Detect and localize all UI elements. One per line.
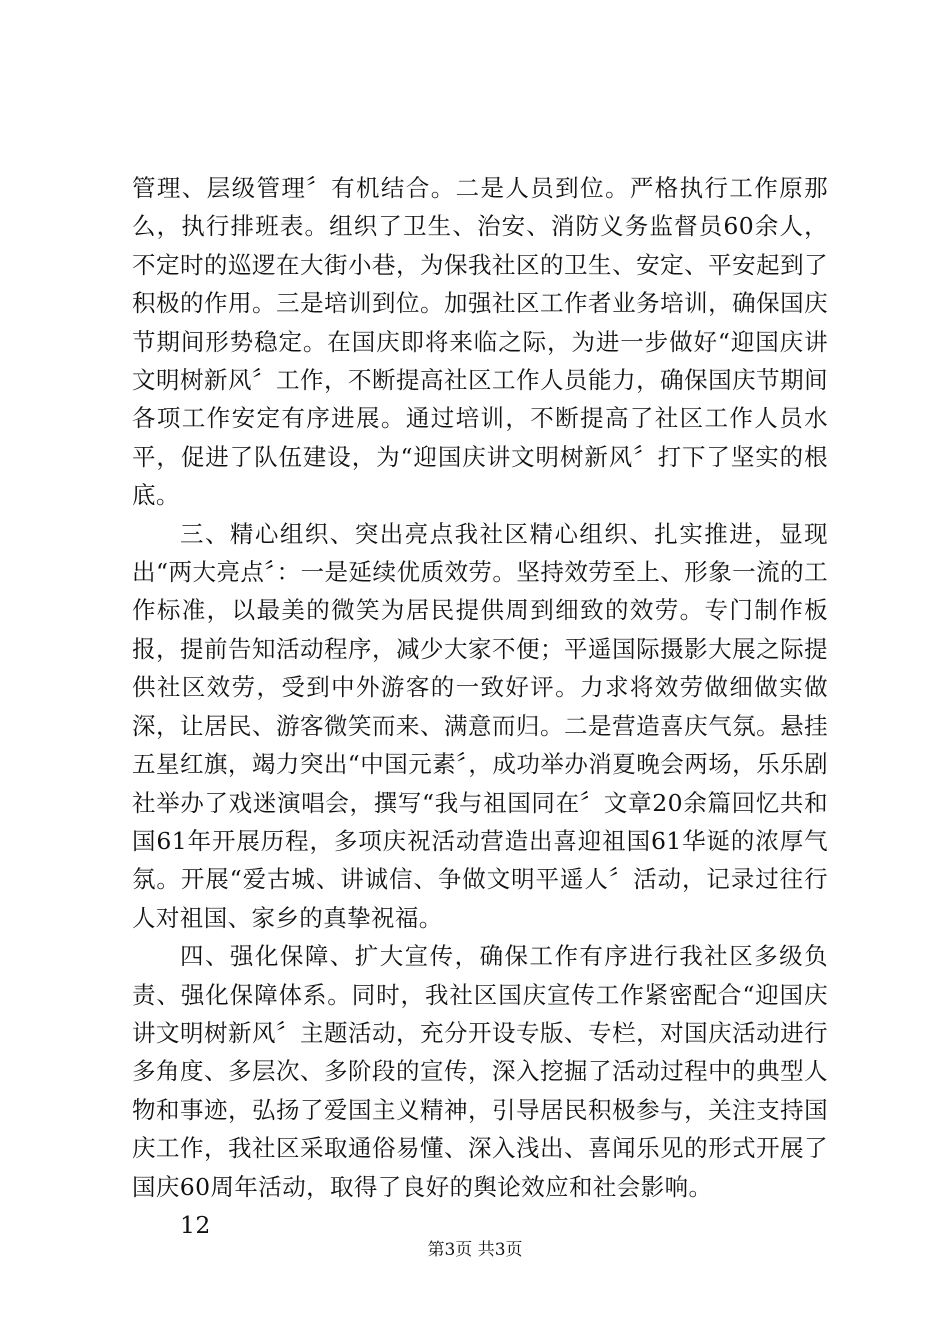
paragraph-section-three: 三、精心组织、突出亮点我社区精心组织、扎实推进，显现出“两大亮点〞：一是延续优质效劳。坚持效劳至上、形象一流的工作标准，以最美的微笑为居民提供周到细致的效劳。专门制作板报，提前告知活动程序，减少大家不便；平遥国际摄影大展之际提供社区效劳，受到中外游客的一致好评。力求将效劳做细做实做深，让居民、游客微笑而来、满意而归。二是营造喜庆气氛。悬挂五星红旗，竭力突出“中国元素〞，成功举办消夏晚会两场，乐乐剧社举办了戏迷演唱会，撰写“我与祖国同在〞文章20余篇回忆共和国61年开展历程，多项庆祝活动营造出喜迎祖国61华诞的浓厚气氛。开展“爱古城、讲诚信、争做文明平遥人〞活动，记录过往行人对祖国、家乡的真挚祝福。	[132, 519, 828, 932]
document-body	[132, 169, 828, 1244]
page-footer: 第3页 共3页	[427, 1240, 523, 1260]
paragraph-continuation: 管理、层级管理〞有机结合。二是人员到位。严格执行工作原那么，执行排班表。组织了卫生、治安、消防义务监督员60余人，不定时的巡逻在大街小巷，为保我社区的卫生、安定、平安起到了积极的作用。三是培训到位。加强社区工作者业务培训，确保国庆节期间形势稳定。在国庆即将来临之际，为进一步做好“迎国庆讲文明树新风〞工作，不断提高社区工作人员能力，确保国庆节期间各项工作安定有序进展。通过培训，不断提高了社区工作人员水平，促进了队伍建设，为“迎国庆讲文明树新风〞打下了坚实的根底。	[132, 174, 828, 510]
paragraph-section-four: 四、强化保障、扩大宣传，确保工作有序进行我社区多级负责、强化保障体系。同时，我社区国庆宣传工作紧密配合“迎国庆讲文明树新风〞主题活动，充分开设专版、专栏，对国庆活动进行多角度、多层次、多阶段的宣传，深入挖掘了活动过程中的典型人物和事迹，弘扬了爱国主义精神，引导居民积极参与，关注支持国庆工作，我社区采取通俗易懂、深入浅出、喜闻乐见的形式开展了国庆60周年活动，取得了良好的舆论效应和社会影响。	[132, 942, 828, 1201]
trailing-number: 12	[180, 1210, 211, 1239]
